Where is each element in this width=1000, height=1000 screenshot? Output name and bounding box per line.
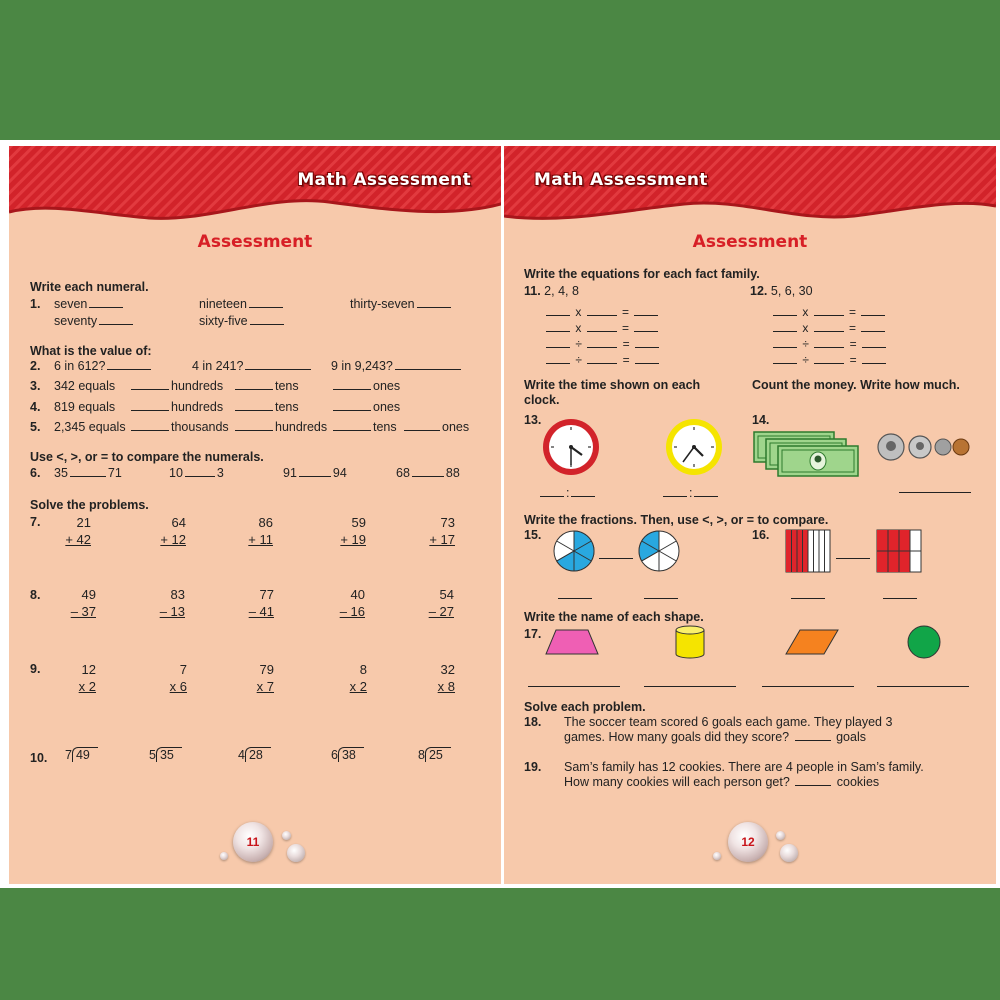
compare-blank: [834, 548, 872, 562]
fact-equation: ÷ =: [544, 337, 661, 351]
time-answer: :: [538, 486, 597, 500]
page-number: 11: [246, 835, 260, 849]
q7-number: 7.: [30, 515, 41, 529]
story-prompt: Solve each problem.: [524, 700, 646, 714]
compare-pair: 91 94: [283, 466, 347, 480]
subtraction-problem: 77 – 41: [248, 587, 274, 619]
q3-ones: ones: [331, 379, 400, 393]
cylinder-shape: [674, 624, 706, 660]
fact-equation: ÷ =: [544, 353, 661, 367]
q3-tens: tens: [233, 379, 299, 393]
subtraction-problem: 83 – 13: [159, 587, 185, 619]
multiplication-problem: 79 x 7: [256, 662, 274, 694]
q1-item: seven: [54, 297, 125, 311]
division-problem: 5 35: [149, 748, 182, 762]
q14-number: 14.: [752, 413, 770, 427]
trapezoid-shape: [544, 628, 600, 656]
q8-number: 8.: [30, 588, 41, 602]
page-number-badge: [728, 822, 768, 862]
q1-item: nineteen: [199, 297, 285, 311]
shape-answer: [760, 676, 856, 690]
time-prompt: Write the time shown on each clock.: [524, 378, 701, 407]
parallelogram-shape: [784, 628, 840, 656]
q19-number: 19.: [524, 760, 542, 774]
fraction-circle: [552, 529, 596, 573]
q19-line2: How many cookies will each person get? cookies: [564, 775, 880, 789]
fraction-answer: [881, 588, 919, 602]
q1-number: 1.: [30, 297, 41, 311]
time-answer: :: [661, 486, 720, 500]
addition-problem: 73 + 17: [429, 515, 455, 547]
solve-prompt: Solve the problems.: [30, 498, 149, 512]
q18-line2: games. How many goals did they score? goals: [564, 730, 866, 744]
band-title: Math Assessment: [534, 170, 708, 190]
q11: 11. 2, 4, 8: [524, 284, 579, 298]
q1-item: sixty-five: [199, 314, 286, 328]
q4-ones: ones: [331, 400, 400, 414]
q19-line1: Sam’s family has 12 cookies. There are 4 people in Sam’s family.: [564, 760, 924, 774]
q5-text: 2,345 equals: [54, 420, 126, 434]
q5-hundreds: hundreds: [233, 420, 327, 434]
q1-item: seventy: [54, 314, 135, 328]
addition-problem: 21 + 42: [65, 515, 91, 547]
page-12: [504, 146, 996, 884]
bubble-decoration: [282, 831, 291, 840]
shapes-prompt: Write the name of each shape.: [524, 610, 704, 624]
q6-number: 6.: [30, 466, 41, 480]
page-number-badge: [233, 822, 273, 862]
fact-equation: x =: [544, 305, 660, 319]
q9-number: 9.: [30, 662, 41, 676]
q12: 12. 5, 6, 30: [750, 284, 813, 298]
value-prompt: What is the value of:: [30, 344, 152, 358]
money-prompt: Count the money. Write how much.: [752, 378, 960, 392]
q2-a: 6 in 612?: [54, 359, 153, 373]
q2-c: 9 in 9,243?: [331, 359, 463, 373]
fraction-bar: [785, 529, 831, 573]
shape-answer: [526, 676, 622, 690]
multiplication-problem: 12 x 2: [78, 662, 96, 694]
multiplication-problem: 32 x 8: [437, 662, 455, 694]
division-problem: 6 38: [331, 748, 364, 762]
page-number: 12: [741, 835, 755, 849]
addition-problem: 64 + 12: [160, 515, 186, 547]
fact-prompt: Write the equations for each fact family.: [524, 267, 760, 281]
page-heading: Assessment: [197, 232, 313, 252]
bubble-decoration: [780, 844, 798, 862]
compare-pair: 35 71: [54, 466, 122, 480]
fact-equation: ÷ =: [771, 337, 888, 351]
shape-answer: [875, 676, 971, 690]
q3-text: 342 equals: [54, 379, 116, 393]
bubble-decoration: [220, 852, 228, 860]
fact-equation: ÷ =: [771, 353, 888, 367]
compare-pair: 10 3: [169, 466, 224, 480]
compare-prompt: Use <, >, or = to compare the numerals.: [30, 450, 264, 464]
clock-icon: [665, 418, 723, 476]
q4-number: 4.: [30, 400, 41, 414]
q4-hundreds: hundreds: [129, 400, 223, 414]
compare-blank: [597, 548, 635, 562]
q4-tens: tens: [233, 400, 299, 414]
division-problem: 4 28: [238, 748, 271, 762]
fact-equation: x =: [771, 305, 887, 319]
q2-number: 2.: [30, 359, 41, 373]
division-problem: 8 25: [418, 748, 451, 762]
page-heading: Assessment: [692, 232, 808, 252]
compare-pair: 68 88: [396, 466, 460, 480]
shape-answer: [642, 676, 738, 690]
coins-icon: [876, 432, 974, 462]
q16-number: 16.: [752, 528, 770, 542]
q1-prompt: Write each numeral.: [30, 280, 149, 294]
q1-item: thirty-seven: [350, 297, 453, 311]
q5-thousands: thousands: [129, 420, 229, 434]
q5-tens: tens: [331, 420, 397, 434]
bubble-decoration: [776, 831, 785, 840]
page-11: [9, 146, 501, 884]
q4-text: 819 equals: [54, 400, 116, 414]
fact-equation: x =: [544, 321, 660, 335]
q5-number: 5.: [30, 420, 41, 434]
fraction-answer: [789, 588, 827, 602]
q5-ones: ones: [402, 420, 469, 434]
money-answer: [897, 482, 973, 496]
multiplication-problem: 8 x 2: [349, 662, 367, 694]
division-problem: 7 49: [65, 748, 98, 762]
q10-number: 10.: [30, 751, 48, 765]
bubble-decoration: [713, 852, 721, 860]
q15-number: 15.: [524, 528, 542, 542]
q17-number: 17.: [524, 627, 542, 641]
fraction-answer: [556, 588, 594, 602]
subtraction-problem: 54 – 27: [428, 587, 454, 619]
q3-hundreds: hundreds: [129, 379, 223, 393]
bubble-decoration: [287, 844, 305, 862]
clock-icon: [542, 418, 600, 476]
fractions-prompt: Write the fractions. Then, use <, >, or = to compare.: [524, 513, 829, 527]
q2-b: 4 in 241?: [192, 359, 313, 373]
subtraction-problem: 40 – 16: [339, 587, 365, 619]
fraction-circle: [637, 529, 681, 573]
band-title: Math Assessment: [297, 170, 471, 190]
dollar-bills-icon: [752, 430, 872, 480]
circle-shape: [906, 624, 942, 660]
fraction-answer: [642, 588, 680, 602]
fact-equation: x =: [771, 321, 887, 335]
fraction-bar: [876, 529, 922, 573]
q18-line1: The soccer team scored 6 goals each game. They played 3: [564, 715, 893, 729]
multiplication-problem: 7 x 6: [169, 662, 187, 694]
subtraction-problem: 49 – 37: [70, 587, 96, 619]
addition-problem: 86 + 11: [248, 515, 273, 547]
q18-number: 18.: [524, 715, 542, 729]
addition-problem: 59 + 19: [340, 515, 366, 547]
q3-number: 3.: [30, 379, 41, 393]
q13-number: 13.: [524, 413, 542, 427]
